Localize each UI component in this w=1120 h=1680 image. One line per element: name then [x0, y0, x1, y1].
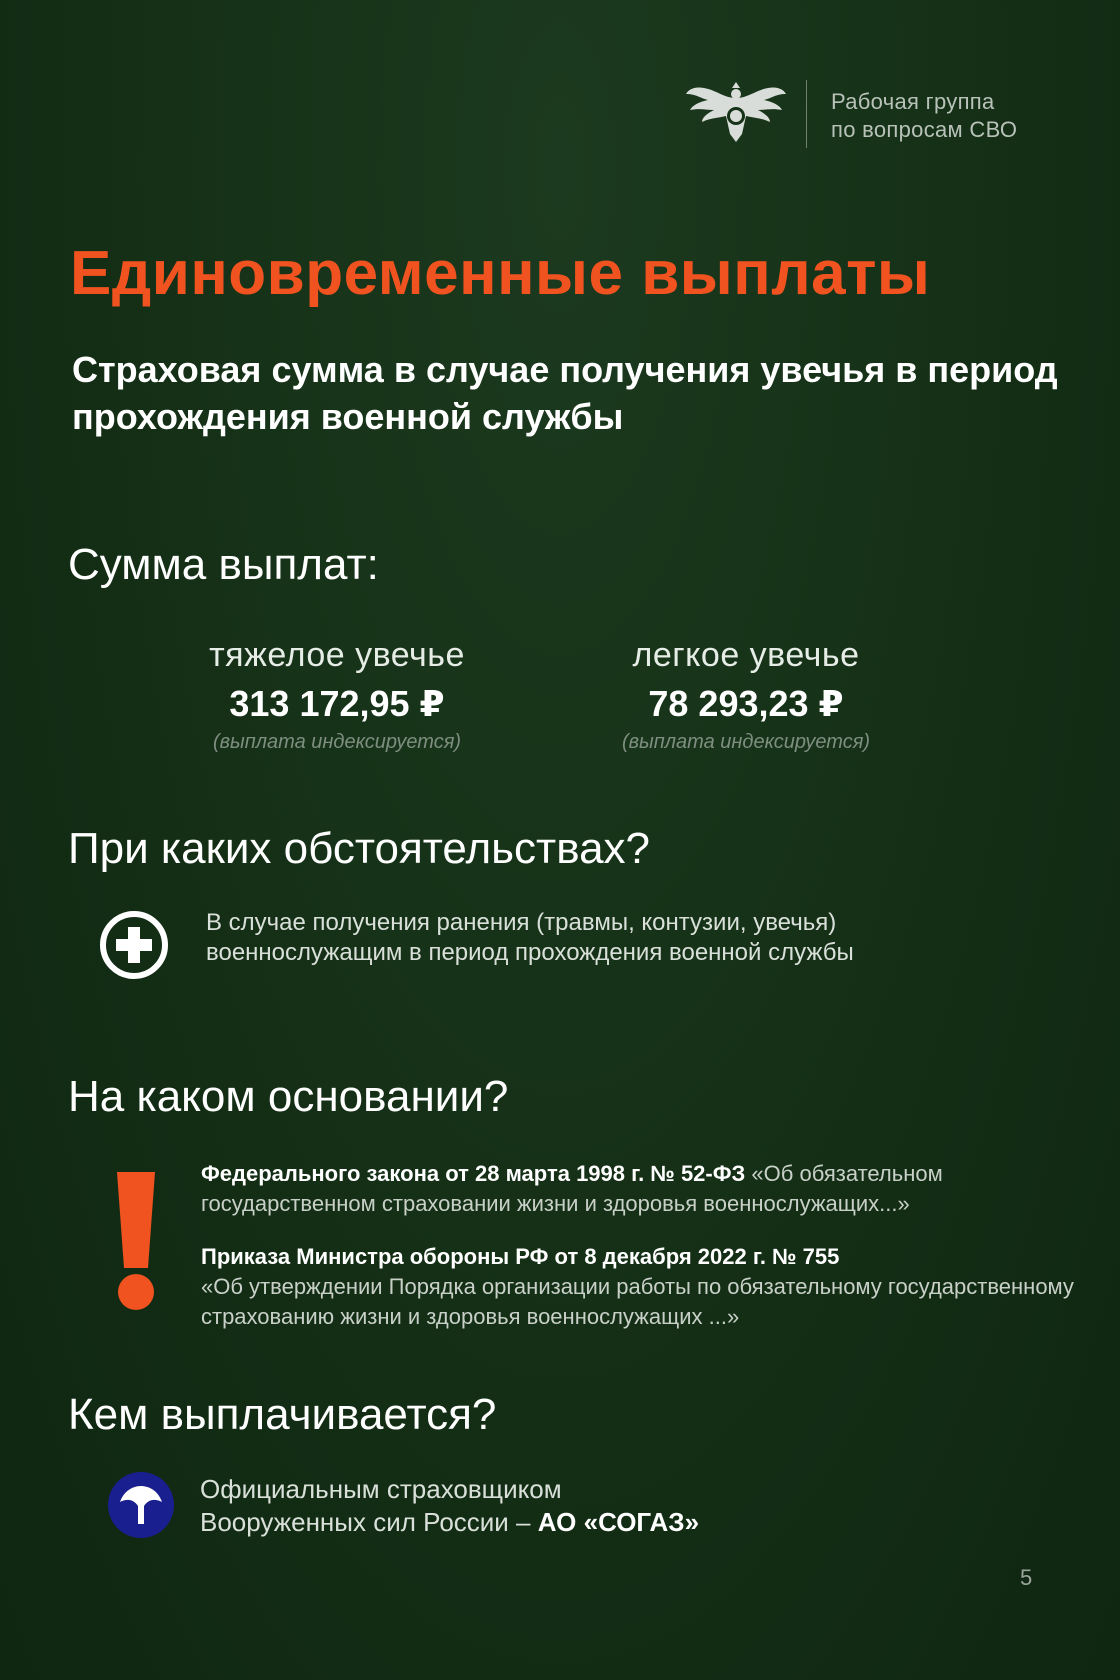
law-reference-2-title: Приказа Министра обороны РФ от 8 декабря 2022 г. № 755 — [201, 1244, 840, 1269]
payer-line1: Официальным страховщиком — [200, 1474, 562, 1504]
payer-line2 — [200, 1506, 1000, 1539]
basis-heading: На каком основании? — [68, 1072, 509, 1121]
law-reference-2-text: «Об утверждении Порядка организации работы по обязательному государственному страхованию жизни и здоровья военнослужащих ...» — [201, 1274, 1074, 1329]
light-injury-amount: 78 293,23 ₽ — [648, 683, 844, 724]
light-injury-payment — [566, 636, 926, 754]
law-reference-1 — [201, 1159, 1081, 1219]
circumstances-text — [206, 908, 1066, 968]
law-reference-1-title: Федерального закона от 28 марта 1998 г. № 52-ФЗ — [201, 1161, 746, 1186]
medical-plus-icon — [99, 910, 169, 980]
circumstances-line1: В случае получения ранения (травмы, контузии, увечья) — [206, 909, 837, 936]
severe-injury-note: (выплата индексируется) — [212, 731, 462, 753]
organization-name-line2: по вопросам СВО — [831, 117, 1018, 142]
header-divider — [806, 80, 807, 148]
payer-text — [200, 1473, 1000, 1539]
payer-heading: Кем выплачивается? — [68, 1390, 497, 1439]
double-headed-eagle-emblem-icon — [686, 74, 786, 146]
severe-injury-payment — [157, 636, 517, 754]
page-subtitle: Страховая сумма в случае получения увечья в период прохождения военной службы — [72, 349, 1058, 437]
light-injury-label: легкое увечье — [632, 636, 860, 674]
law-reference-2 — [201, 1242, 1081, 1332]
page-number: 5 — [1020, 1565, 1033, 1590]
law-reference-1-text: «Об обязательном государственном страховании жизни и здоровья военнослужащих...» — [201, 1161, 943, 1216]
circumstances-heading: При каких обстоятельствах? — [68, 824, 651, 873]
page-title: Единовременные выплаты — [70, 239, 931, 308]
exclamation-icon — [113, 1172, 159, 1312]
severe-injury-label: тяжелое увечье — [209, 636, 465, 674]
payer-company: АО «СОГАЗ» — [537, 1507, 700, 1537]
sogaz-logo-icon — [108, 1472, 174, 1538]
light-injury-note: (выплата индексируется) — [621, 731, 871, 753]
organization-name — [831, 88, 1017, 144]
severe-injury-amount: 313 172,95 ₽ — [229, 683, 445, 724]
amounts-heading: Сумма выплат: — [68, 540, 379, 589]
payer-line2-text: Вооруженных сил России – — [200, 1507, 538, 1537]
circumstances-line2: военнослужащим в период прохождения военной службы — [206, 939, 854, 966]
organization-name-line1: Рабочая группа — [831, 89, 995, 114]
